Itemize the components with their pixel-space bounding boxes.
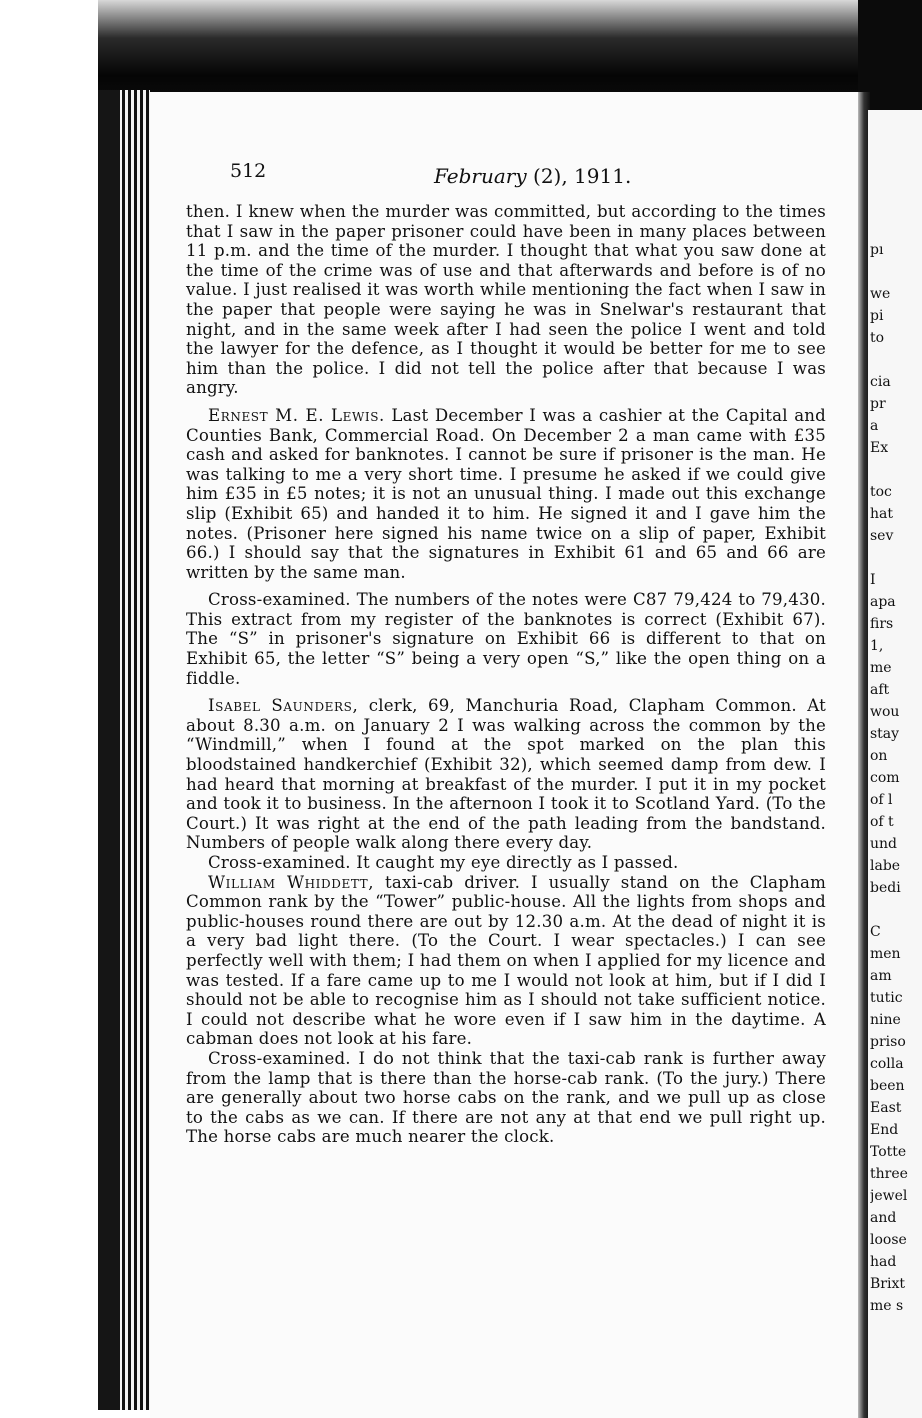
page-header	[230, 160, 850, 196]
facing-page-fragment: of t	[870, 814, 894, 830]
facing-page-fragment: hat	[870, 506, 893, 522]
facing-page-fragment: Totte	[870, 1144, 907, 1160]
facing-page-fragment: three	[870, 1166, 908, 1182]
scan-top-shadow	[90, 0, 922, 95]
paragraph-witness-whiddett	[186, 873, 826, 1049]
witness-name: William Whiddett,	[208, 872, 375, 892]
facing-page-fragment: pı	[870, 242, 884, 258]
facing-page-fragment: colla	[870, 1056, 904, 1072]
facing-page-fragment: toc	[870, 484, 892, 500]
facing-page-fragment	[870, 900, 922, 922]
facing-page-fragment: sev	[870, 528, 894, 544]
facing-page-fragment: priso	[870, 1034, 906, 1050]
facing-page-fragment: stay	[870, 726, 900, 742]
page-body	[186, 202, 826, 1155]
facing-page-fragment: me s	[870, 1298, 904, 1314]
running-head-month: February	[434, 164, 527, 188]
facing-page-fragment: labe	[870, 858, 901, 874]
paragraph-witness-saunders	[186, 696, 826, 853]
facing-page-fragment: loose	[870, 1232, 907, 1248]
facing-page-fragment: 1,	[870, 638, 884, 654]
facing-page-text	[870, 240, 922, 1318]
paragraph-cross-examined-lewis: Cross-examined. The numbers of the notes were C87 79,424 to 79,430. This extract from my register of the banknotes is correct (Exhibit 67). The “S” in prisoner's signature on Exhibit 66 is different to that on Exhibit 65, the letter “S” being a very open “S,” like the open thing on a fiddle.	[186, 590, 826, 688]
facing-page-fragment: nine	[870, 1012, 901, 1028]
facing-page-fragment	[870, 460, 922, 482]
paragraph-cross-examined-whiddett: Cross-examined. I do not think that the taxi-cab rank is further away from the lamp that is there than the horse-cab rank. (To the jury.) There are generally about two horse cabs on the rank, and we pull up as close to the cabs as we can. If there are not any at that end we pull right up. The horse cabs are much nearer the clock.	[186, 1048, 826, 1147]
facing-page-fragment	[870, 262, 922, 284]
facing-page-fragment: apa	[870, 594, 896, 610]
book-spine-shadow	[98, 90, 120, 1410]
facing-page-fragment: C	[870, 924, 881, 940]
facing-page-fragment: on	[870, 748, 888, 764]
facing-page-fragment: we	[870, 286, 891, 302]
facing-page-fragment: a	[870, 418, 879, 434]
facing-page-fragment: I	[870, 572, 876, 588]
scan-left-margin	[0, 0, 98, 1418]
facing-page-fragment: am	[870, 968, 892, 984]
facing-page-fragment: tutic	[870, 990, 903, 1006]
facing-page-fragment: Brixt	[870, 1276, 905, 1292]
paragraph-cross-examined-saunders: Cross-examined. It caught my eye directly as I passed.	[208, 853, 679, 872]
facing-page-fragment: to	[870, 330, 885, 346]
page-number: 512	[230, 160, 267, 182]
facing-page-fragment: End	[870, 1122, 899, 1138]
facing-page-fragment: bedi	[870, 880, 901, 896]
facing-page-fragment: me	[870, 660, 892, 676]
facing-page-fragment: pr	[870, 396, 886, 412]
facing-page-fragment: jewel	[870, 1188, 908, 1204]
running-head	[434, 164, 631, 188]
facing-page-fragment: pi	[870, 308, 884, 324]
facing-page-fragment: men	[870, 946, 901, 962]
witness-name: Isabel Saunders,	[208, 696, 359, 716]
paragraph-continuation: then. I knew when the murder was committed, but according to the times that I saw in the paper prisoner could have been in many places between 11 p.m. and the time of the murder. I thought that what you saw done at the time of the crime was of use and that afterwards and before is of no value. I just realised it was worth while mentioning the fact when I saw in the paper that people were saying he was in Snelwar's restaurant that night, and in the same week after I had seen the police I went and told the lawyer for the defence, as I thought it would be better for me to see him than the police. I did not tell the police after that because I was angry.	[186, 202, 826, 398]
facing-page-fragment: cia	[870, 374, 891, 390]
facing-page-fragment: had	[870, 1254, 897, 1270]
facing-page-fragment: been	[870, 1078, 905, 1094]
facing-page-fragment: Ex	[870, 440, 889, 456]
facing-page-fragment: com	[870, 770, 900, 786]
running-head-date: (2), 1911.	[526, 164, 632, 188]
facing-page-fragment: East	[870, 1100, 902, 1116]
paragraph-text: clerk, 69, Manchuria Road, Clapham Common. At about 8.30 a.m. on January 2 I was walking across the common by the “Windmill,” when I found at the spot marked on the plan this bloodstained handkerchief (Exhibit 32), which seemed damp from dew. I had heard that morning at breakfast of the murder. I put it in my pocket and took it to business. In the afternoon I took it to Scotland Yard. (To the Court.) It was right at the end of the path leading from the bandstand. Numbers of people walk along there every day.	[186, 696, 826, 853]
facing-page-fragment: und	[870, 836, 897, 852]
facing-page-fragment	[870, 548, 922, 570]
facing-page-fragment: and	[870, 1210, 897, 1226]
facing-page-fragment: aft	[870, 682, 890, 698]
facing-page-fragment: firs	[870, 616, 894, 632]
paragraph-text: taxi-cab driver. I usually stand on the Clapham Common rank by the “Tower” public-house. All the lights from shops and public-houses round there are out by 12.30 a.m. At the dead of night it is a very bad light there. (To the Court. I wear spectacles.) I can see perfectly well with them; I had them on when I applied for my licence and was tested. If a fare came up to me I would not look at him, but if I did I should not be able to recognise him as I should not take sufficient notice. I could not describe what he wore even if I saw him in the daytime. A cabman does not look at his fare.	[186, 872, 827, 1049]
facing-page-fragment: wou	[870, 704, 900, 720]
facing-page-fragment: of l	[870, 792, 893, 808]
facing-page-fragment	[870, 350, 922, 372]
witness-name: Ernest M. E. Lewis.	[208, 405, 385, 425]
paragraph-text: Last December I was a cashier at the Capital and Counties Bank, Commercial Road. On December 2 a man came with £35 cash and asked for banknotes. I cannot be sure if prisoner is the man. He was talking to me a very short time. I presume he asked if we could give him £35 in £5 notes; it is not an unusual thing. I made out this exchange slip (Exhibit 65) and handed it to him. He signed it and I gave him the notes. (Prisoner here signed his name twice on a slip of paper, Exhibit 66.) I should say that the signatures in Exhibit 61 and 65 and 66 are written by the same man.	[186, 405, 827, 582]
paragraph-witness-lewis	[186, 406, 826, 582]
